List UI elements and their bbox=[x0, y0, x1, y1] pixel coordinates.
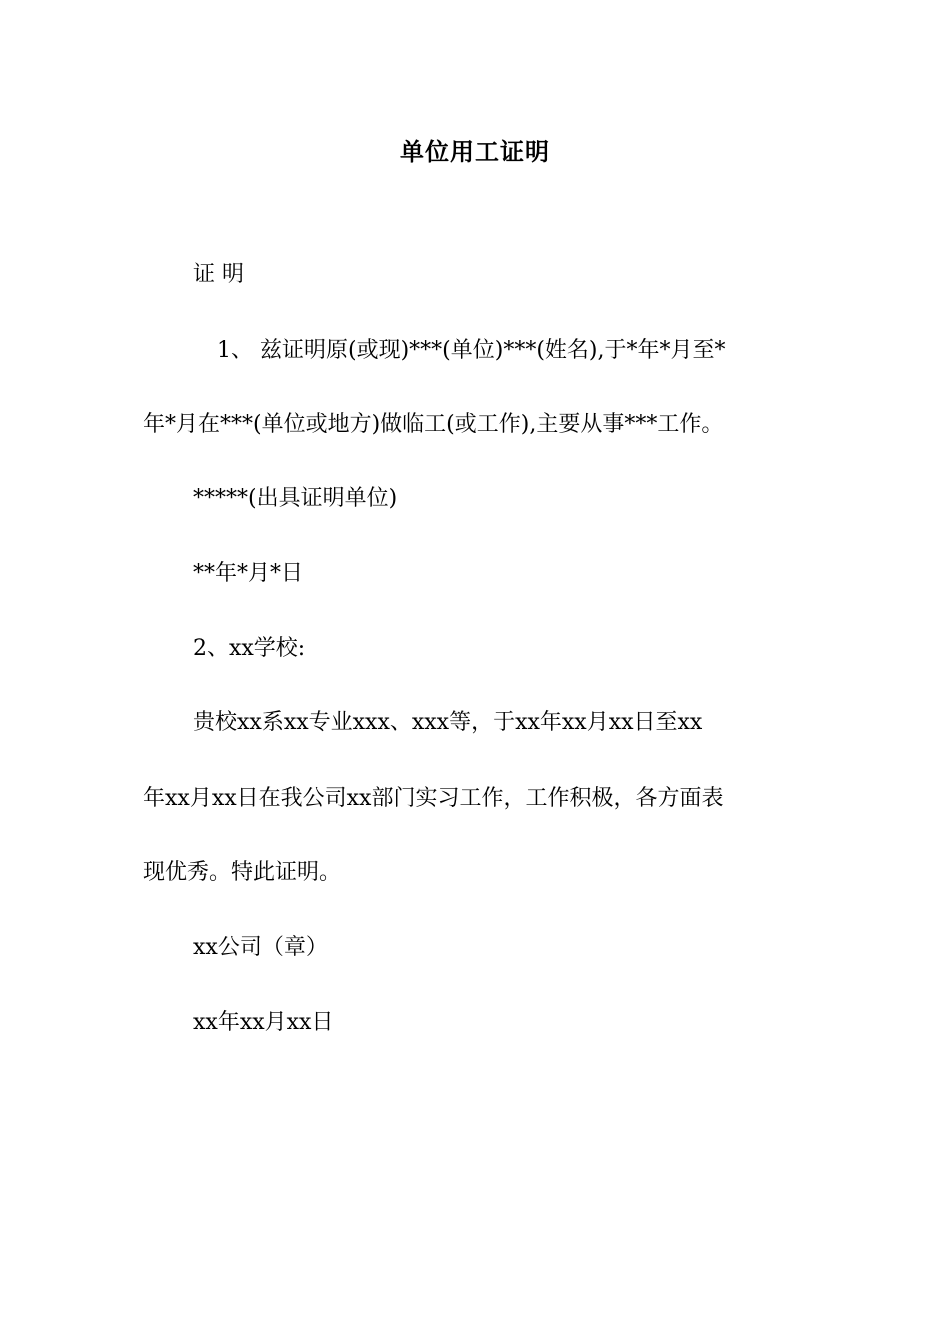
company-date-line: xx年xx月xx日 bbox=[193, 1010, 334, 1035]
document-title: 单位用工证明 bbox=[400, 138, 550, 166]
paragraph-2-line-2: 年xx月xx日在我公司xx部门实习工作，工作积极，各方面表 bbox=[143, 786, 724, 811]
issuer-signature: *****(出具证明单位) bbox=[193, 486, 398, 511]
company-seal-line: xx公司（章） bbox=[193, 935, 328, 960]
paragraph-2-line-1: 贵校xx系xx专业xxx、xxx等，于xx年xx月xx日至xx bbox=[193, 710, 703, 735]
heading-certify: 证 明 bbox=[193, 262, 244, 287]
paragraph-1-line-2: 年*月在***(单位或地方)做临工(或工作),主要从事***工作。 bbox=[143, 412, 724, 437]
paragraph-2-line-3: 现优秀。特此证明。 bbox=[143, 860, 342, 885]
issue-date: **年*月*日 bbox=[193, 561, 304, 586]
paragraph-1-line-1: 1、 兹证明原(或现)***(单位)***(姓名),于*年*月至* bbox=[217, 338, 726, 363]
recipient-line: 2、xx学校: bbox=[193, 636, 306, 661]
